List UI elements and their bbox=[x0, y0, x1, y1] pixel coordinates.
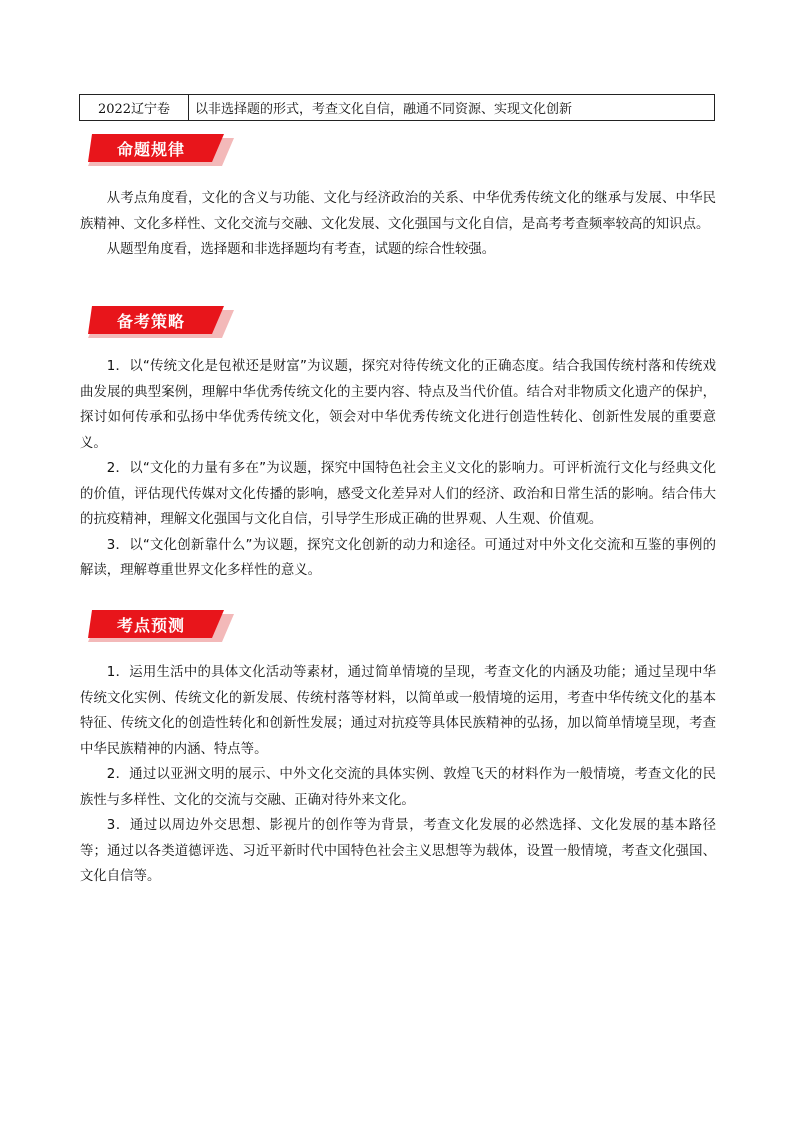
paragraph: 1．以“传统文化是包袱还是财富”为议题，探究对待传统文化的正确态度。结合我国传统村落和传统戏曲发展的典型案例，理解中华优秀传统文化的主要内容、特点及当代价值。结合对非物质文化遗产的保护，探讨如何传承和弘扬中华优秀传统文化，领会对中华优秀传统文化进行创造性转化、创新性发展的重要意义。 bbox=[80, 359, 716, 451]
paragraph: 2．以“文化的力量有多在”为议题，探究中国特色社会主义文化的影响力。可评析流行文化与经典文化的价值，评估现代传媒对文化传播的影响，感受文化差异对人们的经济、政治和日常生活的影响。结合伟大的抗疫精神，理解文化强国与文化自信，引导学生形成正确的世界观、人生观、价值观。 bbox=[80, 461, 716, 527]
paragraph: 3．以“文化创新靠什么”为议题，探究文化创新的动力和途径。可通过对中外文化交流和互鉴的事例的解读，理解尊重世界文化多样性的意义。 bbox=[80, 537, 716, 578]
paragraph: 从考点角度看，文化的含义与功能、文化与经济政治的关系、中华优秀传统文化的继承与发展、中华民族精神、文化多样性、文化交流与交融、文化发展、文化强国与文化自信，是高考考查频率较高的知识点。 bbox=[80, 191, 716, 232]
paragraph: 从题型角度看，选择题和非选择题均有考查，试题的综合性较强。 bbox=[106, 242, 496, 257]
section-title: 考点预测 bbox=[116, 615, 185, 635]
exam-description-cell: 以非选择题的形式，考查文化自信，融通不同资源、实现文化创新 bbox=[195, 102, 573, 117]
paragraph: 1．运用生活中的具体文化活动等素材，通过简单情境的呈现，考查文化的内涵及功能；通过呈现中华传统文化实例、传统文化的新发展、传统村落等材料，以简单或一般情境的运用，考查中华传统文化的基本特征、传统文化的创造性转化和创新性发展；通过对抗疫等具体民族精神的弘扬，加以简单情境呈现，考查中华民族精神的内涵、特点等。 bbox=[80, 665, 716, 757]
paragraph: 2．通过以亚洲文明的展示、中外文化交流的具体实例、敦煌飞天的材料作为一般情境，考查文化的民族性与多样性、文化的交流与交融、正确对待外来文化。 bbox=[80, 767, 716, 808]
section-body-mingti bbox=[80, 186, 716, 263]
section-body-kaodian bbox=[80, 660, 716, 890]
section-title: 命题规律 bbox=[116, 139, 185, 159]
section-body-beikao bbox=[80, 354, 716, 584]
section-title: 备考策略 bbox=[116, 311, 185, 331]
section-banner-beikao bbox=[88, 306, 234, 338]
exam-table-row bbox=[79, 94, 715, 121]
section-banner-kaodian bbox=[88, 610, 234, 642]
section-banner-mingti bbox=[88, 134, 234, 166]
paragraph: 3．通过以周边外交思想、影视片的创作等为背景，考查文化发展的必然选择、文化发展的基本路径等；通过以各类道德评选、习近平新时代中国特色社会主义思想等为载体，设置一般情境，考查文化强国、文化自信等。 bbox=[80, 818, 716, 884]
exam-year-cell: 2022辽宁卷 bbox=[80, 95, 189, 120]
